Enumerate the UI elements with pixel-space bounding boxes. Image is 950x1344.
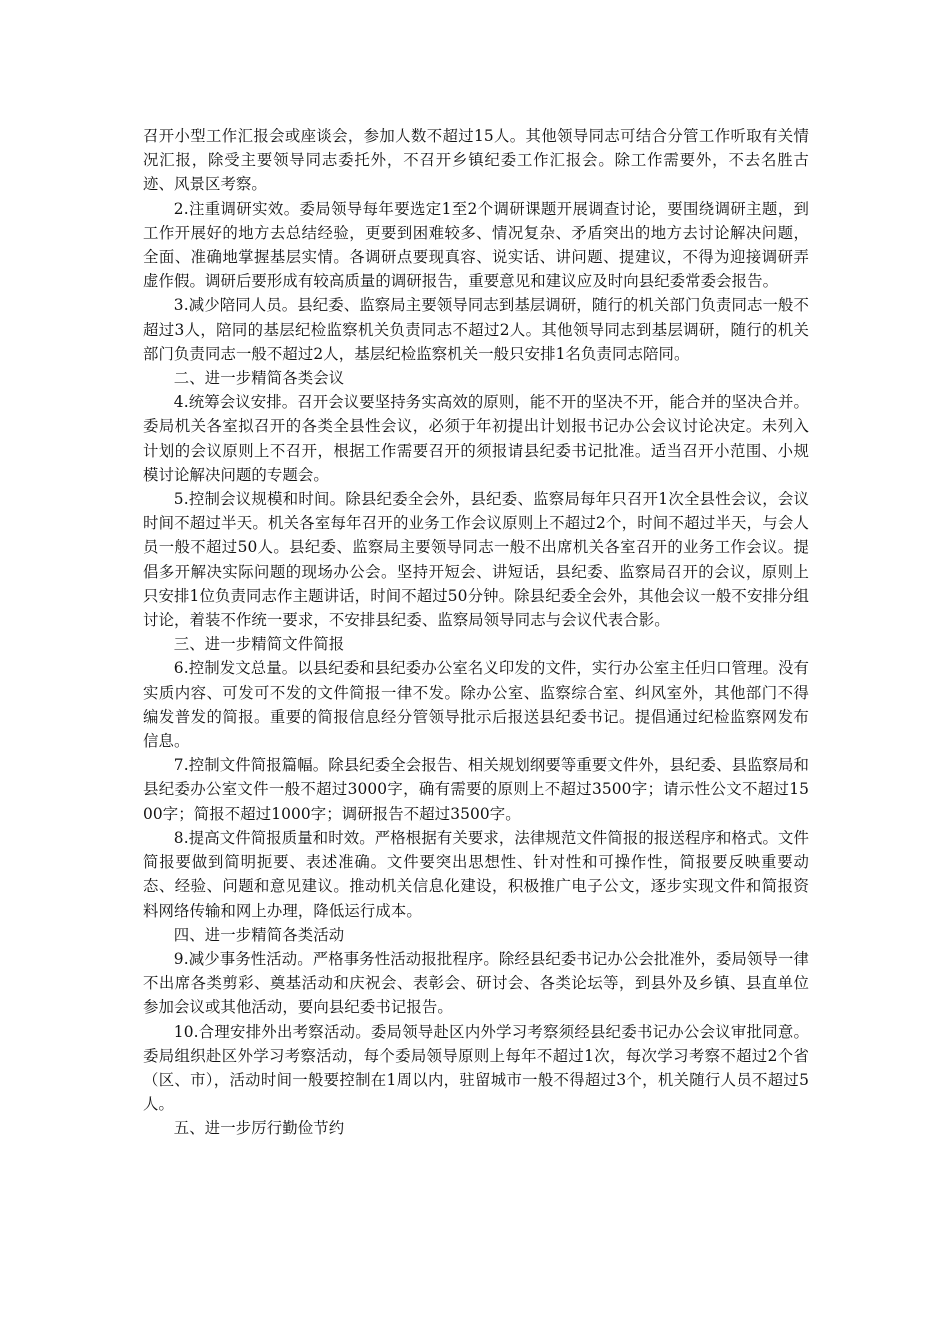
paragraph: 6.控制发文总量。以县纪委和县纪委办公室名义印发的文件，实行办公室主任归口管理。没有实质内容、可发可不发的文件简报一律不发。除办公室、监察综合室、纠风室外，其他部门不得编发普发的简报。重要的简报信息经分管领导批示后报送县纪委书记。提倡通过纪检监察网发布信息。 xyxy=(143,659,809,751)
paragraph: 3.减少陪同人员。县纪委、监察局主要领导同志到基层调研，随行的机关部门负责同志一般不超过3人，陪同的基层纪检监察机关负责同志不超过2人。其他领导同志到基层调研，随行的机关部门负责同志一般不超过2人，基层纪检监察机关一般只安排1名负责同志陪同。 xyxy=(143,296,809,363)
document-page xyxy=(143,124,809,1141)
paragraph: 召开小型工作汇报会或座谈会，参加人数不超过15人。其他领导同志可结合分管工作听取有关情况汇报，除受主要领导同志委托外，不召开乡镇纪委工作汇报会。除工作需要外，不去名胜古迹、风景区考察。 xyxy=(143,127,809,194)
paragraph: 8.提高文件简报质量和时效。严格根据有关要求，法律规范文件简报的报送程序和格式。文件简报要做到简明扼要、表述准确。文件要突出思想性、针对性和可操作性，简报要反映重要动态、经验、问题和意见建议。推动机关信息化建设，积极推广电子公文，逐步实现文件和简报资料网络传输和网上办理，降低运行成本。 xyxy=(143,828,809,920)
paragraph: 9.减少事务性活动。严格事务性活动报批程序。除经县纪委书记办公会批准外，委局领导一律不出席各类剪彩、奠基活动和庆祝会、表彰会、研讨会、各类论坛等，到县外及乡镇、县直单位参加会议或其他活动，要向县纪委书记报告。 xyxy=(143,949,809,1017)
section-heading: 二、进一步精简各类会议 xyxy=(173,369,345,388)
paragraph: 4.统筹会议安排。召开会议要坚持务实高效的原则，能不开的坚决不开，能合并的坚决合并。委局机关各室拟召开的各类全县性会议，必须于年初提出计划报书记办公会议讨论决定。未列入计划的会议原则上不召开，根据工作需要召开的须报请县纪委书记批准。适当召开小范围、小规模讨论解决问题的专题会。 xyxy=(143,393,809,484)
paragraph: 7.控制文件简报篇幅。除县纪委全会报告、相关规划纲要等重要文件外，县纪委、县监察局和县纪委办公室文件一般不超过3000字，确有需要的原则上不超过3500字；请示性公文不超过1500字；简报不超过1000字；调研报告不超过3500字。 xyxy=(143,756,809,823)
section-heading: 五、进一步厉行勤俭节约 xyxy=(173,1119,345,1138)
paragraph: 10.合理安排外出考察活动。委局领导赴区内外学习考察须经县纪委书记办公会议审批同意。委局组织赴区外学习考察活动，每个委局领导原则上每年不超过1次，每次学习考察不超过2个省（区、市），活动时间一般要控制在1周以内，驻留城市一般不得超过3个，机关随行人员不超过5人。 xyxy=(143,1022,809,1114)
section-heading: 三、进一步精简文件简报 xyxy=(173,635,345,654)
paragraph: 2.注重调研实效。委局领导每年要选定1至2个调研课题开展调查讨论，要围绕调研主题，到工作开展好的地方去总结经验，更要到困难较多、情况复杂、矛盾突出的地方去讨论解决问题，全面、准确地掌握基层实情。各调研点要现真容、说实话、讲问题、提建议，不得为迎接调研弄虚作假。调研后要形成有较高质量的调研报告，重要意见和建议应及时向县纪委常委会报告。 xyxy=(143,199,809,291)
paragraph: 5.控制会议规模和时间。除县纪委全会外，县纪委、监察局每年只召开1次全县性会议，会议时间不超过半天。机关各室每年召开的业务工作会议原则上不超过2个，时间不超过半天，与会人员一般不超过50人。县纪委、监察局主要领导同志一般不出席机关各室召开的业务工作会议。提倡多开解决实际问题的现场办公会。坚持开短会、讲短话，县纪委、监察局召开的会议，原则上只安排1位负责同志作主题讲话，时间不超过50分钟。除县纪委全会外，其他会议一般不安排分组讨论，着装不作统一要求，不安排县纪委、监察局领导同志与会议代表合影。 xyxy=(143,490,809,630)
section-heading: 四、进一步精简各类活动 xyxy=(173,925,345,944)
